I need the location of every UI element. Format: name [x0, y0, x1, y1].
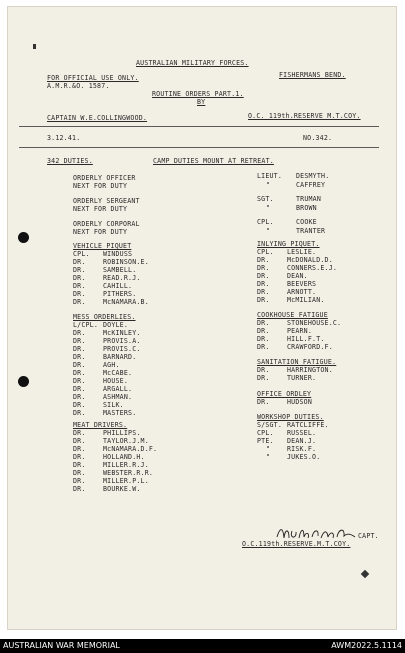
document-page	[7, 6, 397, 630]
vehicle-piquet-title: VEHICLE PIQUET	[73, 242, 132, 250]
mark-top-left	[33, 44, 36, 49]
list-item: DR. HUDSON	[257, 398, 313, 406]
list-item: DR. MILLER.R.J.	[73, 461, 149, 469]
list-item: DR. McDONALD.D.	[257, 256, 333, 264]
list-item: DR. ROBINSON.E.	[73, 258, 149, 266]
list-item: DR. HOLLAND.H.	[73, 453, 145, 461]
list-item: DR. CRAWFORD.F.	[257, 343, 333, 351]
header-rule-1	[19, 126, 379, 127]
signature-rank: CAPT.	[358, 532, 379, 540]
amr-reference: A.M.R.&O. 1587.	[47, 82, 110, 90]
workshop-duties-list	[257, 421, 329, 461]
office-ordley-title: OFFICE ORDLEY	[257, 390, 312, 398]
mess-orderlies-title: MESS ORDERLIES.	[73, 313, 136, 321]
duty-next-label: NEXT FOR DUTY	[73, 228, 128, 236]
archive-footer	[0, 639, 405, 653]
meat-drivers-list	[73, 429, 157, 493]
duty-next-label: NEXT FOR DUTY	[73, 182, 128, 190]
list-item: PTE. DEAN.J.	[257, 437, 317, 445]
duty-name: COOKE	[296, 218, 317, 226]
list-item: DR. McNAMARA.B.	[73, 298, 149, 306]
list-item: DR. TAYLOR.J.M.	[73, 437, 149, 445]
footer-institution: AUSTRALIAN WAR MEMORIAL	[3, 641, 120, 650]
meat-drivers-title: MEAT DRIVERS.	[73, 421, 128, 429]
duty-name: DESMYTH.	[296, 172, 330, 180]
oc-unit: O.C. 119th.RESERVE M.T.COY.	[248, 112, 361, 120]
list-item: DR. MILLER.P.L.	[73, 477, 149, 485]
duty-name: TRUMAN	[296, 195, 322, 203]
vehicle-piquet-list	[73, 250, 149, 306]
list-item: DR. HARRINGTON.	[257, 366, 333, 374]
sanitation-fatigue-list	[257, 366, 333, 382]
duties-number: 342 DUTIES.	[47, 157, 93, 165]
duty-next-name: TRANTER	[296, 227, 326, 235]
duty-role: ORDERLY SERGEANT	[73, 197, 140, 205]
list-item: DR. McNAMARA.D.F.	[73, 445, 158, 453]
list-item: DR. BARNARD.	[73, 353, 137, 361]
duty-rank: CPL.	[257, 218, 274, 226]
list-item: DR. PHILLIPS.	[73, 429, 141, 437]
list-item: DR. HILL.F.T.	[257, 335, 325, 343]
office-ordley-list	[257, 398, 312, 406]
list-item: DR. BEEVERS	[257, 280, 317, 288]
list-item: DR. MASTERS.	[73, 409, 137, 417]
list-item: DR. TURNER.	[257, 374, 317, 382]
list-item: CPL. RUSSEL.	[257, 429, 317, 437]
list-item: " JUKES.O.	[266, 453, 321, 461]
order-date: 3.12.41.	[47, 134, 81, 142]
camp-duties-heading: CAMP DUTIES MOUNT AT RETREAT.	[153, 157, 274, 165]
doc-heading: AUSTRALIAN MILITARY FORCES.	[136, 59, 249, 67]
list-item: DR. BOURKE.W.	[73, 485, 141, 493]
workshop-duties-title: WORKSHOP DUTIES.	[257, 413, 324, 421]
list-item: CPL. WINDUSS	[73, 250, 133, 258]
duty-next-rank: "	[266, 181, 271, 189]
punch-hole-top	[18, 232, 29, 243]
cookhouse-fatigue-list	[257, 319, 341, 351]
duty-next-name: CAFFREY	[296, 181, 326, 189]
list-item: DR. STONEHOUSE.C.	[257, 319, 342, 327]
duty-next-rank: "	[266, 227, 271, 235]
signature-unit: O.C.119th.RESERVE.M.T.COY.	[242, 540, 351, 548]
mess-orderlies-list	[73, 321, 141, 417]
list-item: S/SGT. RATCLIFFE.	[257, 421, 329, 429]
header-rule-2	[19, 147, 379, 148]
duty-role: ORDERLY CORPORAL	[73, 220, 140, 228]
by-label: BY	[197, 98, 206, 106]
inlying-piquet-title: INLYING PIQUET.	[257, 240, 320, 248]
list-item: DR. AGH.	[73, 361, 120, 369]
list-item: DR. ARGALL.	[73, 385, 133, 393]
list-item: DR. McKINLEY.	[73, 329, 141, 337]
mark-bottom-right	[361, 570, 369, 578]
footer-accession: AWM2022.5.1114	[331, 641, 402, 650]
duty-next-label: NEXT FOR DUTY	[73, 205, 128, 213]
list-item: DR. McCABE.	[73, 369, 133, 377]
list-item: DR. ARNOTT.	[257, 288, 317, 296]
routine-orders-title: ROUTINE ORDERS PART.1.	[152, 90, 244, 98]
duty-next-name: BROWN	[296, 204, 317, 212]
list-item: DR. HOUSE.	[73, 377, 129, 385]
list-item: DR. PROVIS.C.	[73, 345, 141, 353]
list-item: CPL. LESLIE.	[257, 248, 317, 256]
location: FISHERMANS BEND.	[279, 71, 346, 79]
list-item: DR. PROVIS.A.	[73, 337, 141, 345]
list-item: DR. SAMBELL.	[73, 266, 137, 274]
list-item: " RISK.F.	[266, 445, 317, 453]
list-item: DR. ASHMAN.	[73, 393, 133, 401]
sanitation-fatigue-title: SANITATION FATIGUE.	[257, 358, 337, 366]
inlying-piquet-list	[257, 248, 337, 304]
list-item: DR. WEBSTER.R.R.	[73, 469, 154, 477]
list-item: DR. PEARN.	[257, 327, 313, 335]
duty-next-rank: "	[266, 204, 271, 212]
list-item: DR. PITHERS.	[73, 290, 137, 298]
list-item: DR. READ.R.J.	[73, 274, 141, 282]
captain-name: CAPTAIN W.E.COLLINGWOOD.	[47, 114, 148, 122]
list-item: DR. DEAN.	[257, 272, 308, 280]
punch-hole-bottom	[18, 376, 29, 387]
cookhouse-fatigue-title: COOKHOUSE FATIGUE	[257, 311, 328, 319]
duty-role: ORDERLY OFFICER	[73, 174, 136, 182]
duty-rank: SGT.	[257, 195, 274, 203]
list-item: DR. SILK.	[73, 401, 124, 409]
list-item: DR. CONNERS.E.J.	[257, 264, 338, 272]
duty-rank: LIEUT.	[257, 172, 283, 180]
list-item: DR. CAHILL.	[73, 282, 133, 290]
order-number: NO.342.	[303, 134, 333, 142]
list-item: DR. McMILIAN.	[257, 296, 325, 304]
list-item: L/CPL. DOYLE.	[73, 321, 129, 329]
official-use: FOR OFFICIAL USE ONLY.	[47, 74, 139, 82]
